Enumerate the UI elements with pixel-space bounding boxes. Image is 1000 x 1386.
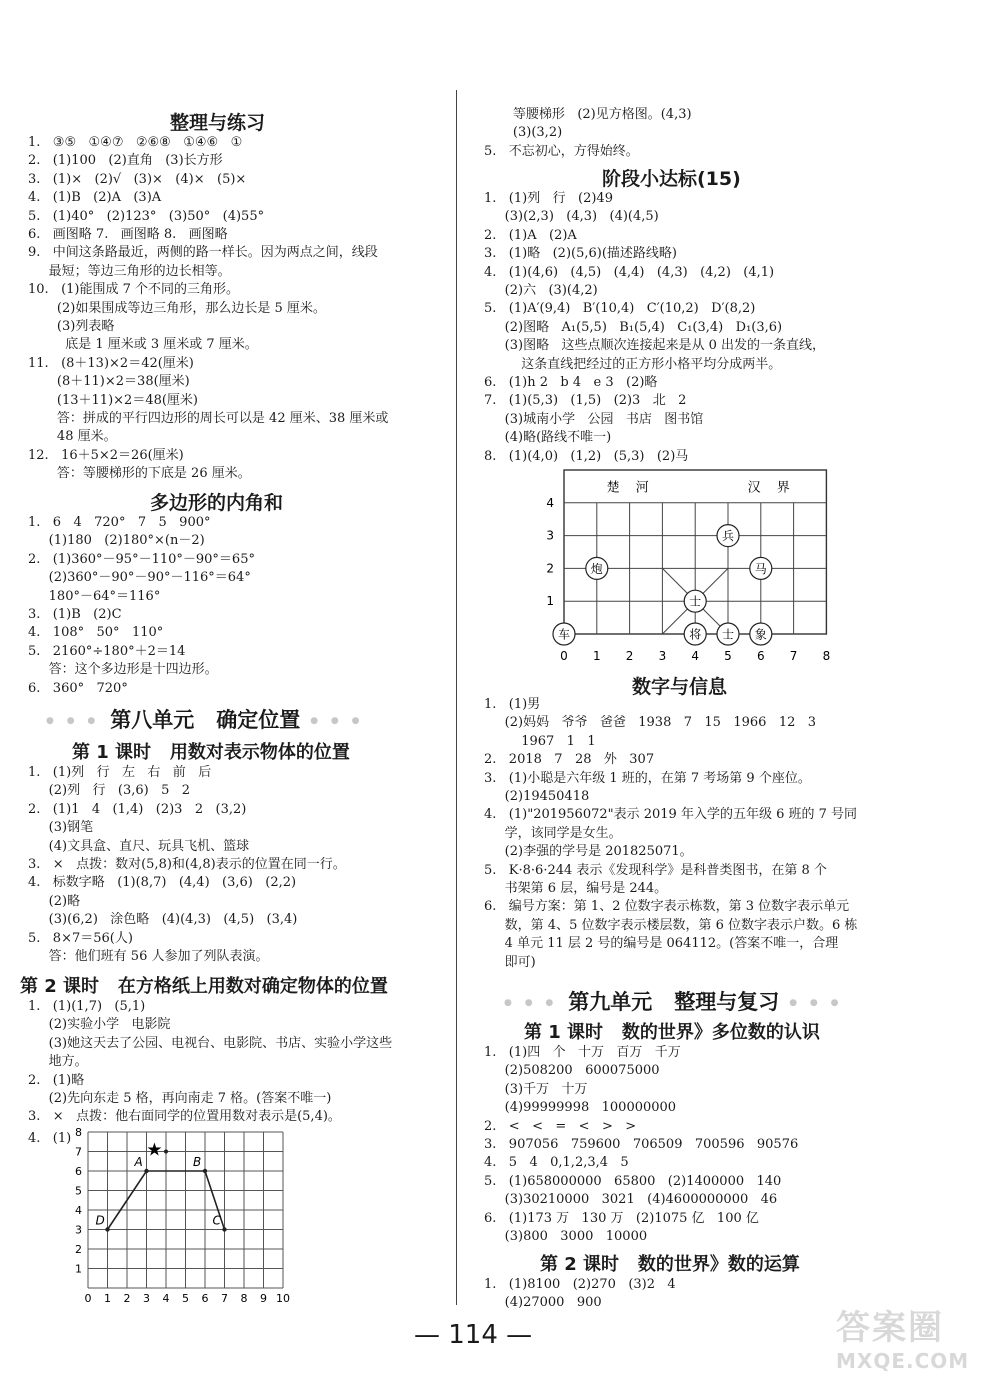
unit-title [36, 704, 375, 734]
y-tick-label: 2 [546, 561, 554, 576]
answer-line: 数，第 4、5 位数字表示楼层数，第 6 位数字表示户数。6 栋 [484, 917, 858, 933]
answer-line: 2. (1)100 (2)直角 (3)长方形 [28, 153, 223, 169]
answer-line: 6. (1)h 2 b 4 e 3 (2)略 [484, 375, 658, 390]
answer-line: 12. 16＋5×2＝26(厘米) [28, 447, 184, 463]
y-tick-label: 8 [75, 1128, 82, 1139]
answer-line: 11. (8＋13)×2＝42(厘米) [28, 355, 194, 371]
answer-line: 10. (1)能围成 7 个不同的三角形。 [28, 282, 240, 298]
answer-line: (2)508200 600075000 [484, 1063, 660, 1079]
answer-line: (3)列表略 [28, 319, 115, 334]
answer-line: (3)30210000 3021 (4)4600000000 46 [484, 1192, 778, 1208]
answer-line: 5. (1)658000000 65800 (2)1400000 140 [484, 1173, 782, 1189]
answer-line: 5. 不忘初心，方得始终。 [484, 143, 639, 159]
answer-line: (4)文具盒、直尺、玩具飞机、篮球 [28, 838, 250, 854]
answer-line: 4 单元 11 层 2 号的编号是 064112。(答案不唯一，合理 [484, 936, 839, 952]
answer-line: 5. K·8·6·244 表示《发现科学》是科普类图书，在第 8 个 [484, 862, 827, 878]
answer-line: (3)她这天去了公园、电视台、电影院、书店、实验小学这些 [28, 1035, 393, 1051]
answer-line: (3)钢笔 [28, 820, 94, 836]
vertex-label: B [193, 1155, 202, 1169]
vertex-point [222, 1227, 226, 1231]
y-tick-label: 7 [75, 1145, 82, 1159]
y-tick-label: 3 [75, 1223, 82, 1237]
y-tick-label: 1 [75, 1262, 82, 1276]
answer-line: 3. (1)略 (2)(5,6)(描述路线略) [484, 246, 677, 262]
answer-line: 2. (1)略 [28, 1072, 85, 1088]
watermark-logo: 答案圈 MXQE.COM [836, 1308, 970, 1373]
column-divider [456, 90, 457, 1305]
answer-line: 2. 2018 7 28 外 307 [484, 752, 655, 768]
answer-line: 4. (1)"201956072"表示 2019 年入学的五年级 6 班的 7 号同 [484, 807, 858, 823]
decorative-dots: ● ● ● [310, 716, 365, 726]
chess-piece-label: 兵 [721, 529, 735, 544]
answer-line: (4)27000 900 [484, 1295, 602, 1311]
chess-piece-label: 士 [721, 627, 735, 642]
answer-line: 2. < < = < > > [484, 1118, 637, 1134]
heading-text: 第九单元 整理与复习 [568, 990, 780, 1014]
answer-line: 6. 画图略 7. 画图略 8. 画图略 [28, 227, 228, 242]
x-tick-label: 8 [240, 1292, 248, 1305]
answer-line: 3. (1)B (2)C [28, 607, 122, 622]
answer-line: (3)千万 十万 [484, 1081, 588, 1097]
answer-line: 3. 907056 759600 706509 700596 90576 [484, 1137, 799, 1152]
answer-line: 3. × 点拨：数对(5,8)和(4,8)表示的位置在同一行。 [28, 857, 346, 872]
answer-line: 答：这个多边形是十四边形。 [28, 662, 218, 678]
answer-line: 5. (1)40° (2)123° (3)50° (4)55° [28, 208, 265, 224]
answer-line: 答：等腰梯形的下底是 26 厘米。 [28, 466, 251, 482]
y-tick-label: 4 [546, 495, 554, 510]
answer-line: 4. (1)B (2)A (3)A [28, 190, 162, 206]
answer-line: (1)180 (2)180°×(n－2) [28, 533, 205, 549]
vertex-point [203, 1169, 207, 1173]
vertex-label: A [134, 1155, 143, 1169]
answer-line: 2. (1)1 4 (1,4) (2)3 2 (3,2) [28, 801, 247, 817]
answer-line: 9. 中间这条路最近，两侧的路一样长。因为两点之间，线段 [28, 245, 378, 261]
x-tick-label: 6 [201, 1292, 209, 1305]
answer-line: 4. 108° 50° 110° [28, 625, 164, 641]
section-title: 整理与练习 [170, 112, 266, 134]
answer-line: 6. 编号方案：第 1、2 位数字表示栋数，第 3 位数字表示单元 [484, 899, 850, 915]
answer-line: (3)(3,2) [484, 125, 563, 141]
coordinate-grid-figure [60, 1128, 300, 1313]
vertex-point [105, 1227, 109, 1231]
answer-line: 1. (1)四 个 十万 百万 千万 [484, 1045, 681, 1060]
answer-line: (3)图略 这些点顺次连接起来是从 0 出发的一条直线， [484, 338, 826, 354]
question-label: 4. (1) [28, 1131, 72, 1146]
y-tick-label: 2 [75, 1243, 82, 1256]
answer-line: (3)(2,3) (4,3) (4)(4,5) [484, 209, 659, 225]
river-label: 楚 河 [606, 480, 655, 496]
x-tick-label: 5 [182, 1292, 189, 1305]
y-tick-label: 6 [75, 1165, 82, 1178]
lesson-title: 第 1 课时 数的世界》多位数的认识 [524, 1022, 820, 1043]
x-tick-label: 4 [691, 649, 700, 663]
vertex-point [144, 1169, 148, 1173]
answer-line: 5. (1)A′(9,4) B′(10,4) C′(10,2) D′(8,2) [484, 301, 756, 317]
answer-line: (4)略(路线不唯一) [484, 430, 612, 446]
star-point [164, 1150, 168, 1154]
vertex-label: D [95, 1213, 105, 1228]
x-tick-label: 2 [625, 649, 634, 663]
chess-piece-label: 炮 [590, 561, 603, 576]
star-icon: ★ [146, 1139, 163, 1161]
x-tick-label: 10 [276, 1292, 290, 1305]
answer-line: 5. 2160°÷180°＋2＝14 [28, 643, 186, 659]
x-tick-label: 0 [84, 1292, 92, 1305]
answer-line: (2)19450418 [484, 789, 590, 804]
chess-piece-label: 车 [557, 627, 571, 642]
answer-line: 书架第 6 层，编号是 244。 [484, 881, 668, 896]
section-title: 数字与信息 [632, 676, 728, 698]
answer-line: 学，该同学是女生。 [484, 825, 622, 841]
chess-piece-label: 将 [689, 627, 702, 642]
x-tick-label: 3 [658, 649, 667, 663]
answer-line: 7. (1)(5,3) (1,5) (2)3 北 2 [484, 393, 687, 409]
answer-line: 48 厘米。 [28, 429, 117, 445]
answer-line: 底是 1 厘米或 3 厘米或 7 厘米。 [28, 337, 258, 353]
decorative-dots: ● ● ● [504, 998, 559, 1008]
answer-line: (13＋11)×2＝48(厘米) [28, 392, 199, 408]
answer-line: (2)先向东走 5 格，再向南走 7 格。(答案不唯一) [28, 1091, 332, 1106]
lesson-title: 第 2 课时 数的世界》数的运算 [540, 1254, 800, 1275]
answer-line: 6. (1)173 万 130 万 (2)1075 亿 100 亿 [484, 1210, 759, 1226]
x-tick-label: 1 [104, 1292, 111, 1305]
answer-line: (3)800 3000 10000 [484, 1229, 648, 1244]
answer-line: 6. 360° 720° [28, 680, 128, 696]
answer-line: 3. × 点拨：他右面同学的位置用数对表示是(5,4)。 [28, 1109, 341, 1125]
y-tick-label: 5 [75, 1184, 82, 1198]
x-tick-label: 0 [560, 649, 568, 663]
answer-line: 4. 标数字略 (1)(8,7) (4,4) (3,6) (2,2) [28, 875, 297, 891]
answer-line: 最短；等边三角形的边长相等。 [28, 263, 231, 279]
answer-line: 答：他们班有 56 人参加了列队表演。 [28, 949, 269, 964]
answer-line: (4)99999998 100000000 [484, 1100, 677, 1116]
x-tick-label: 7 [221, 1292, 228, 1305]
answer-line: 5. 8×7＝56(人) [28, 930, 133, 946]
unit-title [494, 986, 854, 1016]
page-number: — 114 — [414, 1320, 533, 1350]
vertex-label: C [212, 1213, 221, 1228]
answer-line: 1. (1)男 [484, 697, 541, 712]
answer-line: (2)360°－90°－90°－116°＝64° [28, 570, 251, 586]
answer-line: (2)如果围成等边三角形，那么边长是 5 厘米。 [28, 300, 326, 316]
chess-piece-label: 马 [754, 561, 767, 576]
chess-board-figure [542, 464, 847, 669]
answer-line: 1. 6 4 720° 7 5 900° [28, 515, 211, 530]
x-tick-label: 3 [143, 1292, 150, 1305]
answer-line: (2)列 行 (3,6) 5 2 [28, 783, 191, 799]
answer-line: (2)略 [28, 893, 81, 909]
answer-line: 地方。 [28, 1054, 88, 1070]
river-label: 汉 界 [747, 480, 796, 496]
answer-line: (2)妈妈 爷爷 爸爸 1938 7 15 1966 12 3 [484, 715, 817, 731]
chess-piece-label: 士 [689, 594, 702, 609]
answer-line: (2)实验小学 电影院 [28, 1017, 171, 1033]
x-tick-label: 5 [724, 649, 732, 663]
answer-line: (3)城南小学 公园 书店 图书馆 [484, 411, 704, 427]
answer-line: 1. (1)列 行 左 右 前 后 [28, 765, 212, 780]
answer-line: 1. (1)(1,7) (5,1) [28, 999, 146, 1014]
answer-line: 2. (1)360°－95°－110°－90°＝65° [28, 551, 255, 567]
chess-piece-label: 象 [754, 627, 767, 642]
lesson-title: 第 2 课时 在方格纸上用数对确定物体的位置 [20, 976, 388, 997]
answer-line: 1. ③⑤ ①④⑦ ②⑥⑧ ①④⑥ ① [28, 135, 243, 150]
answer-line: (8＋11)×2＝38(厘米) [28, 374, 190, 390]
answer-line: 4. 5 4 0,1,2,3,4 5 [484, 1155, 629, 1171]
answer-line: 180°－64°＝116° [28, 588, 161, 604]
answer-line: (2)李强的学号是 201825071。 [484, 844, 693, 860]
heading-text: 第八单元 确定位置 [110, 708, 301, 732]
x-tick-label: 6 [756, 649, 765, 663]
x-tick-label: 8 [822, 649, 831, 663]
x-tick-label: 9 [260, 1292, 267, 1305]
answer-line: (3)(6,2) 涂色略 (4)(4,3) (4,5) (3,4) [28, 912, 298, 928]
answer-line: 3. (1)× (2)√ (3)× (4)× (5)× [28, 171, 247, 187]
answer-line: 8. (1)(4,0) (1,2) (5,3) (2)马 [484, 448, 689, 464]
answer-line: 等腰梯形 (2)见方格图。(4,3) [484, 107, 692, 122]
answer-line: 4. (1)(4,6) (4,5) (4,4) (4,3) (4,2) (4,1) [484, 264, 775, 280]
answer-line: (2)图略 A₁(5,5) B₁(5,4) C₁(3,4) D₁(3,6) [484, 319, 783, 335]
answer-line: (2)六 (3)(4,2) [484, 283, 598, 298]
answer-line: 1. (1)8100 (2)270 (3)2 4 [484, 1277, 676, 1292]
answer-line: 3. (1)小聪是六年级 1 班的，在第 7 考场第 9 个座位。 [484, 770, 811, 786]
section-title: 阶段小达标(15) [602, 168, 741, 190]
answer-line: 1. (1)列 行 (2)49 [484, 191, 613, 206]
answer-line: 即可) [484, 954, 536, 970]
y-tick-label: 3 [546, 528, 554, 543]
answer-line: 1967 1 1 [484, 733, 596, 749]
x-tick-label: 7 [789, 649, 798, 663]
x-tick-label: 2 [123, 1292, 131, 1305]
answer-line: 2. (1)A (2)A [484, 227, 577, 243]
x-tick-label: 1 [592, 649, 601, 663]
y-tick-label: 4 [75, 1204, 82, 1217]
decorative-dots: ● ● ● [46, 716, 101, 726]
x-tick-label: 4 [162, 1292, 170, 1305]
answer-line: 这条直线把经过的正方形小格平均分成两半。 [484, 356, 782, 372]
y-tick-label: 1 [546, 594, 554, 609]
answer-line: 答：拼成的平行四边形的周长可以是 42 厘米、38 厘米或 [28, 411, 389, 426]
decorative-dots: ● ● ● [789, 998, 844, 1008]
lesson-title: 第 1 课时 用数对表示物体的位置 [72, 742, 350, 763]
section-title: 多边形的内角和 [150, 492, 284, 514]
